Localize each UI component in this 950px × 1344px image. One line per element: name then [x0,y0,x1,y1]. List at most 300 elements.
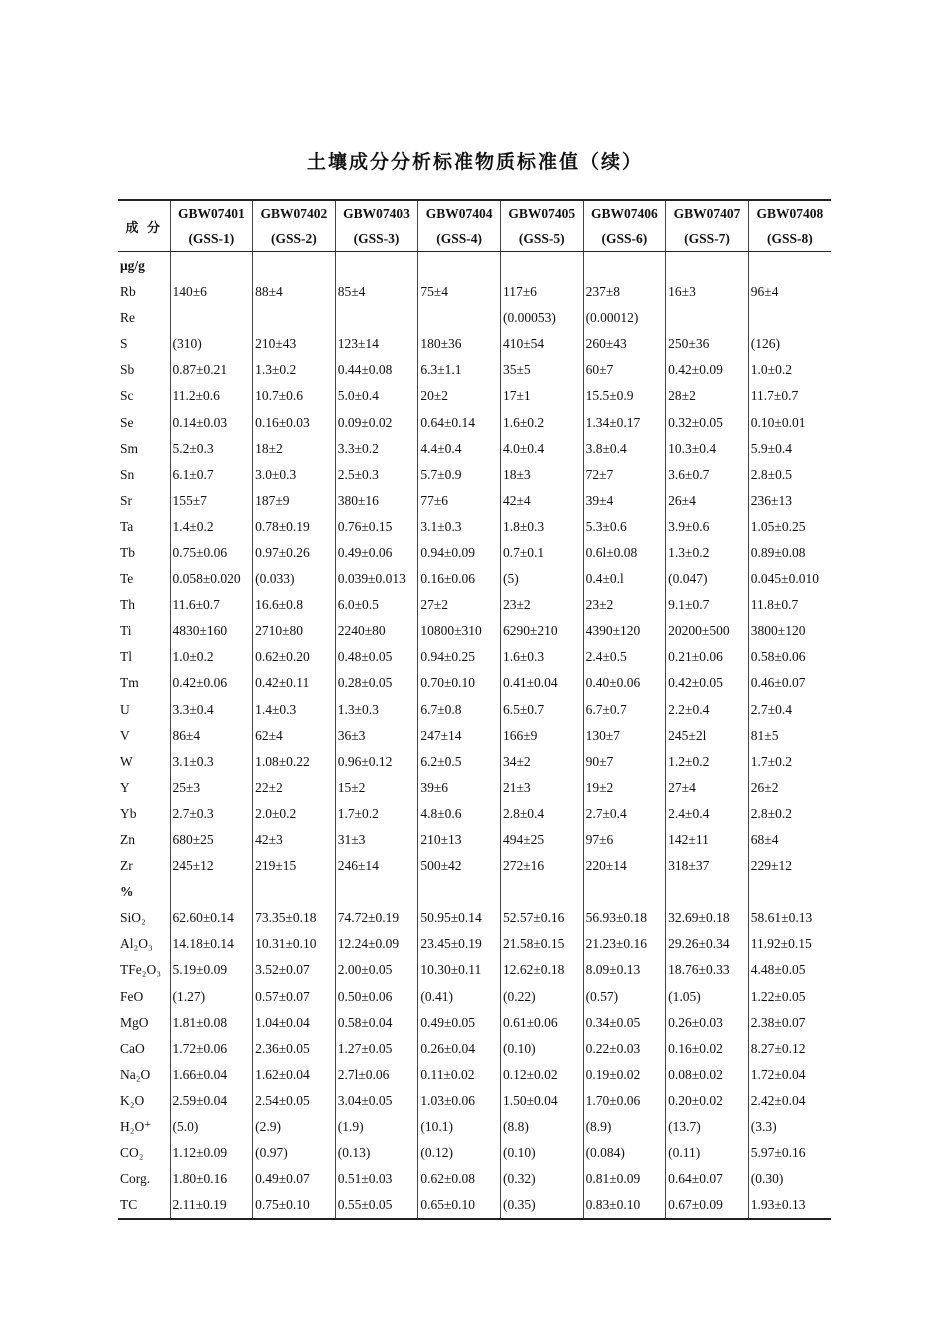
value-cell: 5.7±0.9 [418,462,501,488]
value-cell [666,305,749,331]
value-cell: 0.48±0.05 [335,644,418,670]
value-cell: 1.3±0.2 [253,357,336,383]
value-cell: 5.2±0.3 [170,436,253,462]
value-cell: 10.3±0.4 [666,436,749,462]
value-cell: 0.34±0.05 [583,1010,666,1036]
value-cell: 0.28±0.05 [335,670,418,696]
value-cell: (0.57) [583,984,666,1010]
value-cell: 0.75±0.10 [253,1192,336,1219]
value-cell: 0.42±0.09 [666,357,749,383]
value-cell: 17±1 [500,383,583,409]
value-cell: 8.27±0.12 [748,1036,831,1062]
value-cell: 1.6±0.3 [500,644,583,670]
value-cell: 21.23±0.16 [583,931,666,957]
value-cell: 4.8±0.6 [418,801,501,827]
value-cell: 3.3±0.2 [335,436,418,462]
table-row [118,697,831,723]
value-cell: (0.30) [748,1166,831,1192]
component-name: K₂O [120,1092,145,1108]
value-cell [170,252,253,280]
value-cell: 0.51±0.03 [335,1166,418,1192]
value-cell: 0.058±0.020 [170,566,253,592]
value-cell: 1.12±0.09 [170,1140,253,1166]
value-cell: 85±4 [335,279,418,305]
value-cell: 1.2±0.2 [666,749,749,775]
value-cell: 5.97±0.16 [748,1140,831,1166]
component-name: MgO [120,1014,149,1030]
table-row [118,775,831,801]
value-cell: 1.93±0.13 [748,1192,831,1219]
table-row [118,801,831,827]
value-cell: 12.62±0.18 [500,957,583,983]
value-cell: 1.22±0.05 [748,984,831,1010]
value-cell: 0.26±0.04 [418,1036,501,1062]
value-cell: 0.49±0.05 [418,1010,501,1036]
value-cell: 2.5±0.3 [335,462,418,488]
value-cell: 494±25 [500,827,583,853]
value-cell: (0.00053) [500,305,583,331]
value-cell: 58.61±0.13 [748,905,831,931]
value-cell [500,252,583,280]
value-cell: (5.0) [170,1114,253,1140]
value-cell: 22±2 [253,775,336,801]
component-name: Sm [120,440,139,456]
table-row [118,566,831,592]
value-cell: 23.45±0.19 [418,931,501,957]
value-cell: 0.6l±0.08 [583,540,666,566]
value-cell: 0.16±0.06 [418,566,501,592]
value-cell: 2.11±0.19 [170,1192,253,1219]
table-row [118,644,831,670]
value-cell: 39±4 [583,488,666,514]
value-cell [418,879,501,905]
value-cell: 0.12±0.02 [500,1062,583,1088]
value-cell: 140±6 [170,279,253,305]
table-row [118,1114,831,1140]
value-cell: 0.41±0.04 [500,670,583,696]
component-name: CaO [120,1040,145,1056]
value-cell: 3.0±0.3 [253,462,336,488]
table-row [118,984,831,1010]
value-cell: 11.7±0.7 [748,383,831,409]
table-row [118,279,831,305]
value-cell: 410±54 [500,331,583,357]
value-cell: 0.81±0.09 [583,1166,666,1192]
value-cell: 31±3 [335,827,418,853]
value-cell: 74.72±0.19 [335,905,418,931]
table-row [118,592,831,618]
value-cell [335,879,418,905]
value-cell: 29.26±0.34 [666,931,749,957]
table-row [118,436,831,462]
component-name: Ti [120,623,132,639]
component-name: H₂O⁺ [120,1119,152,1135]
table-row [118,305,831,331]
value-cell: 42±3 [253,827,336,853]
column-sample-header: (GSS-8) [748,226,831,252]
value-cell: (8.9) [583,1114,666,1140]
column-sample-header: (GSS-1) [170,226,253,252]
component-name: CO₂ [120,1145,144,1161]
value-cell: (0.97) [253,1140,336,1166]
value-cell [583,879,666,905]
value-cell: 0.62±0.08 [418,1166,501,1192]
column-code-header: GBW07401 [170,200,253,226]
value-cell: 5.3±0.6 [583,514,666,540]
value-cell: 0.97±0.26 [253,540,336,566]
value-cell: 11.8±0.7 [748,592,831,618]
value-cell: 1.05±0.25 [748,514,831,540]
value-cell: 219±15 [253,853,336,879]
value-cell: 0.70±0.10 [418,670,501,696]
value-cell: 0.4±0.l [583,566,666,592]
table-row [118,1166,831,1192]
value-cell: 1.3±0.2 [666,540,749,566]
value-cell: 2.7±0.3 [170,801,253,827]
value-cell: 1.08±0.22 [253,749,336,775]
value-cell: 18±2 [253,436,336,462]
value-cell: 0.42±0.11 [253,670,336,696]
value-cell: 2240±80 [335,618,418,644]
table-row [118,723,831,749]
value-cell: 0.65±0.10 [418,1192,501,1219]
value-cell: 0.16±0.03 [253,409,336,435]
value-cell: (1.27) [170,984,253,1010]
value-cell [170,305,253,331]
value-cell: 0.67±0.09 [666,1192,749,1219]
component-name: Yb [120,805,137,821]
component-name: Corg. [120,1171,151,1187]
value-cell: (0.12) [418,1140,501,1166]
value-cell: 90±7 [583,749,666,775]
value-cell: (0.10) [500,1140,583,1166]
component-name: Tb [120,544,135,560]
table-row [118,383,831,409]
value-cell: (3.3) [748,1114,831,1140]
unit-label: % [120,884,134,900]
value-cell: 11.92±0.15 [748,931,831,957]
component-name: Sb [120,362,135,378]
value-cell: 155±7 [170,488,253,514]
value-cell: 21±3 [500,775,583,801]
table-row [118,1088,831,1114]
table-row [118,931,831,957]
component-name: TC [118,1192,170,1219]
value-cell: 11.2±0.6 [170,383,253,409]
value-cell: 1.80±0.16 [170,1166,253,1192]
column-sample-header: (GSS-7) [666,226,749,252]
value-cell: 0.08±0.02 [666,1062,749,1088]
value-cell: 2.42±0.04 [748,1088,831,1114]
value-cell: 4830±160 [170,618,253,644]
value-cell: (0.32) [500,1166,583,1192]
value-cell: 0.42±0.06 [170,670,253,696]
value-cell: 9.1±0.7 [666,592,749,618]
value-cell [748,252,831,280]
value-cell: 142±11 [666,827,749,853]
value-cell: 0.46±0.07 [748,670,831,696]
table-row [118,462,831,488]
table-row [118,357,831,383]
value-cell: 0.50±0.06 [335,984,418,1010]
value-cell: 0.62±0.20 [253,644,336,670]
component-name: Y [120,779,130,795]
table-row [118,827,831,853]
table-row [118,514,831,540]
value-cell: 6.3±1.1 [418,357,501,383]
component-name: Tm [120,675,139,691]
value-cell: 6.7±0.7 [583,697,666,723]
component-name: Th [120,597,135,613]
value-cell [583,252,666,280]
table-row [118,409,831,435]
column-code-header: GBW07408 [748,200,831,226]
table-body [118,252,831,1220]
value-cell: 245±12 [170,853,253,879]
value-cell: 1.70±0.06 [583,1088,666,1114]
value-cell: 28±2 [666,383,749,409]
value-cell: 0.22±0.03 [583,1036,666,1062]
value-cell: 27±2 [418,592,501,618]
value-cell: 2.7±0.4 [583,801,666,827]
value-cell: (0.11) [666,1140,749,1166]
value-cell: 3.1±0.3 [170,749,253,775]
value-cell: 0.32±0.05 [666,409,749,435]
value-cell: 210±43 [253,331,336,357]
value-cell: 3800±120 [748,618,831,644]
value-cell: 1.62±0.04 [253,1062,336,1088]
value-cell: 4390±120 [583,618,666,644]
value-cell: 21.58±0.15 [500,931,583,957]
value-cell: 3.6±0.7 [666,462,749,488]
table-row [118,957,831,983]
value-cell: 2.0±0.2 [253,801,336,827]
unit-section-row [118,879,831,905]
value-cell: 86±4 [170,723,253,749]
value-cell [748,879,831,905]
value-cell [418,252,501,280]
column-code-header: GBW07404 [418,200,501,226]
value-cell: 0.89±0.08 [748,540,831,566]
value-cell: 500±42 [418,853,501,879]
value-cell: 0.7±0.1 [500,540,583,566]
column-sample-header: (GSS-2) [253,226,336,252]
value-cell: 75±4 [418,279,501,305]
value-cell [335,305,418,331]
value-cell: 245±2l [666,723,749,749]
value-cell [666,879,749,905]
value-cell: 18.76±0.33 [666,957,749,983]
value-cell: (13.7) [666,1114,749,1140]
value-cell: 0.42±0.05 [666,670,749,696]
value-cell: 16±3 [666,279,749,305]
value-cell: 123±14 [335,331,418,357]
value-cell: 0.26±0.03 [666,1010,749,1036]
value-cell: 0.94±0.25 [418,644,501,670]
column-code-header: GBW07402 [253,200,336,226]
value-cell: 15.5±0.9 [583,383,666,409]
value-cell: 1.03±0.06 [418,1088,501,1114]
value-cell: 0.14±0.03 [170,409,253,435]
value-cell: 3.04±0.05 [335,1088,418,1114]
value-cell: (0.00012) [583,305,666,331]
value-cell: 52.57±0.16 [500,905,583,931]
column-sample-header: (GSS-3) [335,226,418,252]
value-cell: 250±36 [666,331,749,357]
value-cell: 180±36 [418,331,501,357]
component-name: SiO₂ [120,910,146,926]
value-cell: 2.7l±0.06 [335,1062,418,1088]
value-cell [748,305,831,331]
value-cell: 36±3 [335,723,418,749]
value-cell: 0.039±0.013 [335,566,418,592]
value-cell: 2.4±0.4 [666,801,749,827]
value-cell: 14.18±0.14 [170,931,253,957]
value-cell: 318±37 [666,853,749,879]
value-cell: (0.047) [666,566,749,592]
value-cell: 27±4 [666,775,749,801]
table-row [118,905,831,931]
value-cell: 18±3 [500,462,583,488]
table-row [118,540,831,566]
value-cell: 62±4 [253,723,336,749]
value-cell: 2.00±0.05 [335,957,418,983]
standard-values-table [118,199,831,1220]
component-name: FeO [120,988,144,1004]
value-cell: 25±3 [170,775,253,801]
value-cell [253,252,336,280]
value-cell: (1.05) [666,984,749,1010]
value-cell: 272±16 [500,853,583,879]
value-cell: 0.16±0.02 [666,1036,749,1062]
value-cell: 1.4±0.3 [253,697,336,723]
value-cell: 0.78±0.19 [253,514,336,540]
component-name: Sc [120,388,134,404]
value-cell: 6.7±0.8 [418,697,501,723]
value-cell: 0.58±0.04 [335,1010,418,1036]
value-cell: 15±2 [335,775,418,801]
value-cell: 35±5 [500,357,583,383]
value-cell: 88±4 [253,279,336,305]
component-name: Na₂O [120,1066,151,1082]
value-cell: 2.8±0.5 [748,462,831,488]
value-cell: 97±6 [583,827,666,853]
component-name: U [120,701,130,717]
value-cell: 32.69±0.18 [666,905,749,931]
component-name: Tl [120,649,132,665]
value-cell: (0.084) [583,1140,666,1166]
value-cell: 2.38±0.07 [748,1010,831,1036]
value-cell: 20200±500 [666,618,749,644]
value-cell: 16.6±0.8 [253,592,336,618]
value-cell: 2.4±0.5 [583,644,666,670]
value-cell [666,252,749,280]
value-cell: 380±16 [335,488,418,514]
value-cell: 229±12 [748,853,831,879]
value-cell: 50.95±0.14 [418,905,501,931]
value-cell [418,305,501,331]
value-cell: 6290±210 [500,618,583,644]
value-cell: 39±6 [418,775,501,801]
table-row [118,1192,831,1219]
value-cell: 20±2 [418,383,501,409]
table-row [118,1010,831,1036]
value-cell: 23±2 [500,592,583,618]
value-cell: 1.72±0.04 [748,1062,831,1088]
value-cell: 5.9±0.4 [748,436,831,462]
value-cell: 247±14 [418,723,501,749]
value-cell: 1.6±0.2 [500,409,583,435]
component-name: Sr [120,492,133,508]
table-row [118,1140,831,1166]
component-name: TFe₂O₃ [120,962,161,978]
value-cell: 1.72±0.06 [170,1036,253,1062]
value-cell: 5.0±0.4 [335,383,418,409]
value-cell: 3.3±0.4 [170,697,253,723]
value-cell: 6.2±0.5 [418,749,501,775]
component-name: S [120,336,128,352]
value-cell: 0.96±0.12 [335,749,418,775]
value-cell: 1.81±0.08 [170,1010,253,1036]
value-cell: 0.75±0.06 [170,540,253,566]
table-row [118,331,831,357]
value-cell: 2.54±0.05 [253,1088,336,1114]
value-cell: 166±9 [500,723,583,749]
column-sample-header: (GSS-4) [418,226,501,252]
value-cell [500,879,583,905]
value-cell: 42±4 [500,488,583,514]
value-cell: 210±13 [418,827,501,853]
column-sample-header: (GSS-6) [583,226,666,252]
value-cell: 6.5±0.7 [500,697,583,723]
column-code-header: GBW07406 [583,200,666,226]
value-cell: 4.48±0.05 [748,957,831,983]
column-code-header: GBW07407 [666,200,749,226]
value-cell: 3.9±0.6 [666,514,749,540]
table-row [118,749,831,775]
value-cell: 62.60±0.14 [170,905,253,931]
value-cell: 1.7±0.2 [748,749,831,775]
value-cell: 0.49±0.06 [335,540,418,566]
table-row [118,670,831,696]
value-cell: 73.35±0.18 [253,905,336,931]
value-cell: 1.34±0.17 [583,409,666,435]
value-cell: 72±7 [583,462,666,488]
value-cell [170,879,253,905]
value-cell: 10.7±0.6 [253,383,336,409]
value-cell: 68±4 [748,827,831,853]
value-cell: 96±4 [748,279,831,305]
component-name: W [120,753,133,769]
page-title: 土壤成分分析标准物质标准值（续） [306,151,643,173]
value-cell: 10800±310 [418,618,501,644]
component-name: Sn [120,466,135,482]
component-header: 成 分 [118,200,170,252]
value-cell: 6.1±0.7 [170,462,253,488]
value-cell [253,305,336,331]
component-name: Zn [120,832,135,848]
value-cell: 246±14 [335,853,418,879]
value-cell: 1.7±0.2 [335,801,418,827]
value-cell: 1.50±0.04 [500,1088,583,1114]
value-cell: 0.20±0.02 [666,1088,749,1114]
value-cell: 0.58±0.06 [748,644,831,670]
value-cell: 1.4±0.2 [170,514,253,540]
value-cell: 8.09±0.13 [583,957,666,983]
component-name: Re [120,310,135,326]
value-cell: (0.033) [253,566,336,592]
value-cell: 2.8±0.4 [500,801,583,827]
